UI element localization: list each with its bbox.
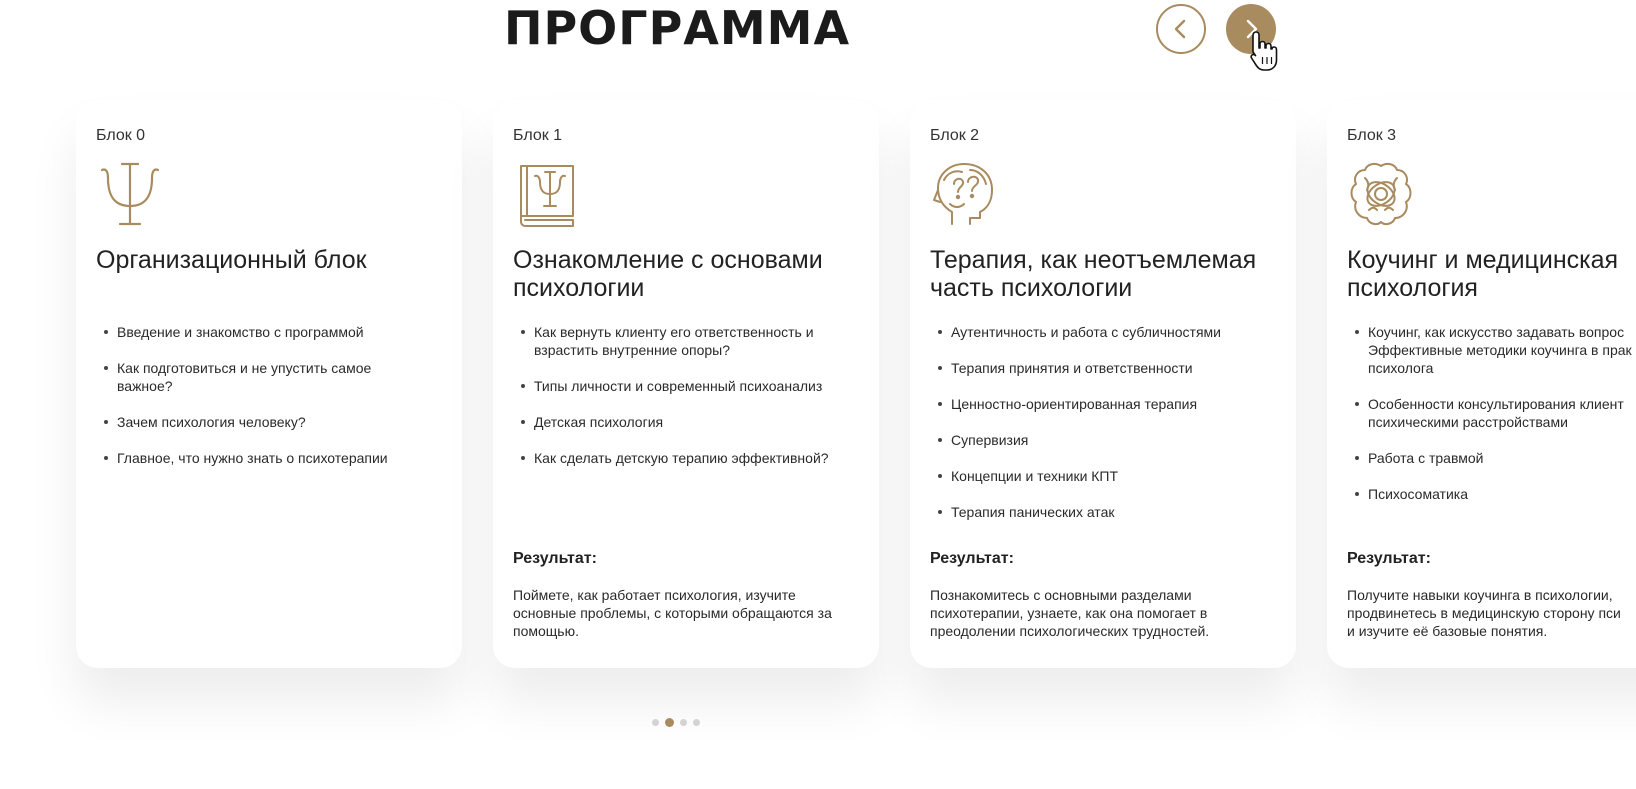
list-item: Работа с травмой [1347,449,1636,467]
program-card-1 [493,100,879,668]
carousel-pagination [652,718,700,727]
list-item: Терапия принятия и ответственности [930,359,1270,377]
result-text: Получите навыки коучинга в психологии, продвинетесь в медицинскую сторону пси и изучите её базовые понятия. [1347,587,1621,639]
hand-pointer-cursor-icon [1250,30,1278,74]
list-item: Терапия панических атак [930,503,1270,521]
block-label: Блок 0 [96,127,146,144]
program-card-0 [76,100,462,668]
list-item: Зачем психология человеку? [96,413,436,431]
block-label: Блок 2 [930,127,980,144]
chevron-left-icon [1170,18,1192,40]
list-item: Психосоматика [1347,485,1636,503]
list-item: Аутентичность и работа с субличностями [930,323,1270,341]
card-title: Терапия, как неотъемлемая часть психологии [930,246,1257,302]
list-item: Главное, что нужно знать о психотерапии [96,449,436,467]
list-item: Концепции и техники КПТ [930,467,1270,485]
result-label: Результат: [513,550,597,567]
block-label: Блок 1 [513,127,563,144]
topic-list [96,323,436,485]
result-label: Результат: [930,550,1014,567]
head-question-icon [930,160,998,228]
block-label: Блок 3 [1347,127,1397,144]
list-item: Детская психология [513,413,853,431]
topic-list [1347,323,1636,521]
pagination-dot[interactable] [693,719,700,726]
list-item: Ценностно-ориентированная терапия [930,395,1270,413]
list-item: Коучинг, как искусство задавать вопрос Эффективные методики коучинга в прак психолога [1347,323,1636,377]
pagination-dot[interactable] [652,719,659,726]
topic-list [930,323,1270,539]
list-item: Как вернуть клиенту его ответственность и взрастить внутренние опоры? [513,323,853,359]
card-title: Коучинг и медицинская психология [1347,246,1619,302]
list-item: Введение и знакомство с программой [96,323,436,341]
list-item: Как подготовиться и не упустить самое важное? [96,359,436,395]
list-item: Супервизия [930,431,1270,449]
list-item: Как сделать детскую терапию эффективной? [513,449,853,467]
section-title: ПРОГРАММА [503,1,851,55]
card-title: Организационный блок [96,246,367,274]
brain-icon [1347,160,1415,228]
result-text: Поймете, как работает психология, изучите основные проблемы, с которыми обращаются за помощью. [513,587,832,639]
pagination-dot-active[interactable] [665,718,674,727]
psi-icon [96,160,164,228]
topic-list [513,323,853,485]
program-card-2 [910,100,1296,668]
program-card-3 [1327,100,1636,668]
pagination-dot[interactable] [680,719,687,726]
list-item: Особенности консультирования клиент психическими расстройствами [1347,395,1636,431]
result-text: Познакомитесь с основными разделами психотерапии, узнаете, как она помогает в преодолении психологических трудностей. [930,587,1210,639]
card-title: Ознакомление с основами психологии [513,246,823,302]
carousel-prev-button[interactable] [1156,4,1206,54]
list-item: Типы личности и современный психоанализ [513,377,853,395]
psi-book-icon [513,160,581,228]
result-label: Результат: [1347,550,1431,567]
